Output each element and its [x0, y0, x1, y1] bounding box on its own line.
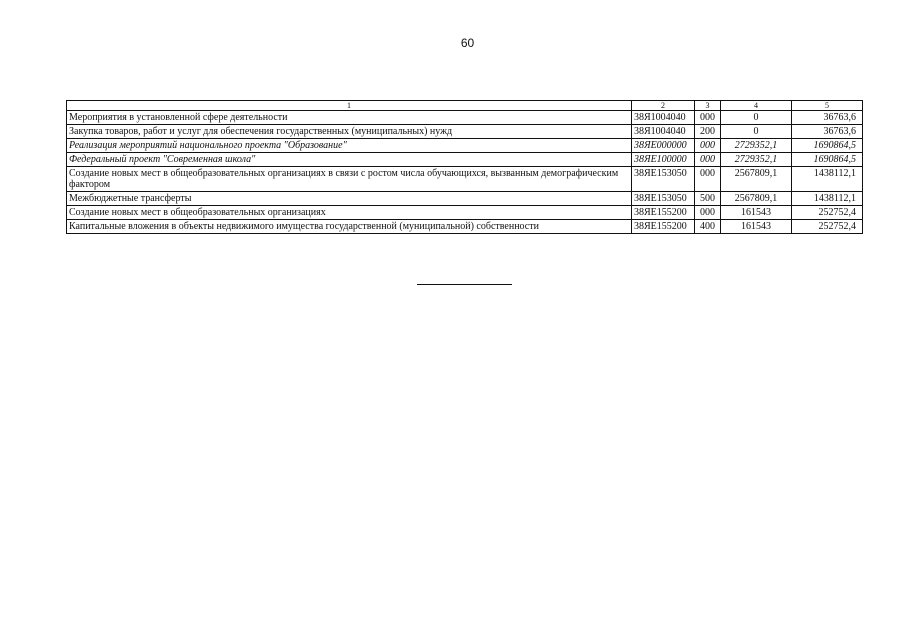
header-cell-name: 1: [67, 101, 632, 111]
cell-vr: 200: [695, 125, 721, 139]
cell-vr: 000: [695, 139, 721, 153]
cell-vr: 000: [695, 153, 721, 167]
cell-code: 38Я1004040: [632, 125, 695, 139]
cell-code: 38ЯЕ153050: [632, 167, 695, 192]
cell-name: Межбюджетные трансферты: [67, 192, 632, 206]
cell-year2: 36763,6: [792, 125, 863, 139]
page-number: 60: [460, 36, 475, 50]
cell-year2: 1690864,5: [792, 139, 863, 153]
cell-year2: 252752,4: [792, 206, 863, 220]
cell-year2: 1438112,1: [792, 192, 863, 206]
table-row: [67, 192, 863, 206]
header-cell-year1: 4: [721, 101, 792, 111]
cell-name: Капитальные вложения в объекты недвижимого имущества государственной (муниципальной) собственности: [67, 220, 632, 234]
cell-year1: 0: [721, 111, 792, 125]
closing-rule: [417, 284, 512, 285]
table-row: [67, 111, 863, 125]
cell-name: Реализация мероприятий национального проекта "Образование": [67, 139, 632, 153]
cell-code: 38Я1004040: [632, 111, 695, 125]
header-cell-year2: 5: [792, 101, 863, 111]
cell-name: Федеральный проект "Современная школа": [67, 153, 632, 167]
cell-vr: 000: [695, 167, 721, 192]
table-row: [67, 153, 863, 167]
budget-table: [66, 100, 863, 234]
cell-code: 38ЯЕ100000: [632, 153, 695, 167]
cell-year2: 1438112,1: [792, 167, 863, 192]
cell-code: 38ЯЕ153050: [632, 192, 695, 206]
table-header-row: [67, 101, 863, 111]
cell-year2: 1690864,5: [792, 153, 863, 167]
cell-year1: 0: [721, 125, 792, 139]
cell-name: Создание новых мест в общеобразовательных организациях в связи с ростом числа обучающихся, вызванным демографическим фактором: [67, 167, 632, 192]
table-row: [67, 125, 863, 139]
table-row: [67, 139, 863, 153]
cell-vr: 400: [695, 220, 721, 234]
cell-vr: 000: [695, 111, 721, 125]
table-row: [67, 206, 863, 220]
cell-year1: 2729352,1: [721, 153, 792, 167]
cell-vr: 500: [695, 192, 721, 206]
header-cell-vr: 3: [695, 101, 721, 111]
cell-name: Создание новых мест в общеобразовательных организациях: [67, 206, 632, 220]
cell-name: Мероприятия в установленной сфере деятельности: [67, 111, 632, 125]
cell-code: 38ЯЕ000000: [632, 139, 695, 153]
cell-year1: 2567809,1: [721, 167, 792, 192]
cell-year2: 36763,6: [792, 111, 863, 125]
cell-code: 38ЯЕ155200: [632, 220, 695, 234]
cell-vr: 000: [695, 206, 721, 220]
cell-year1: 161543: [721, 206, 792, 220]
cell-year1: 161543: [721, 220, 792, 234]
header-cell-code: 2: [632, 101, 695, 111]
cell-year1: 2567809,1: [721, 192, 792, 206]
table-row: [67, 167, 863, 192]
cell-code: 38ЯЕ155200: [632, 206, 695, 220]
table-row: [67, 220, 863, 234]
cell-year2: 252752,4: [792, 220, 863, 234]
cell-year1: 2729352,1: [721, 139, 792, 153]
cell-name: Закупка товаров, работ и услуг для обеспечения государственных (муниципальных) нужд: [67, 125, 632, 139]
